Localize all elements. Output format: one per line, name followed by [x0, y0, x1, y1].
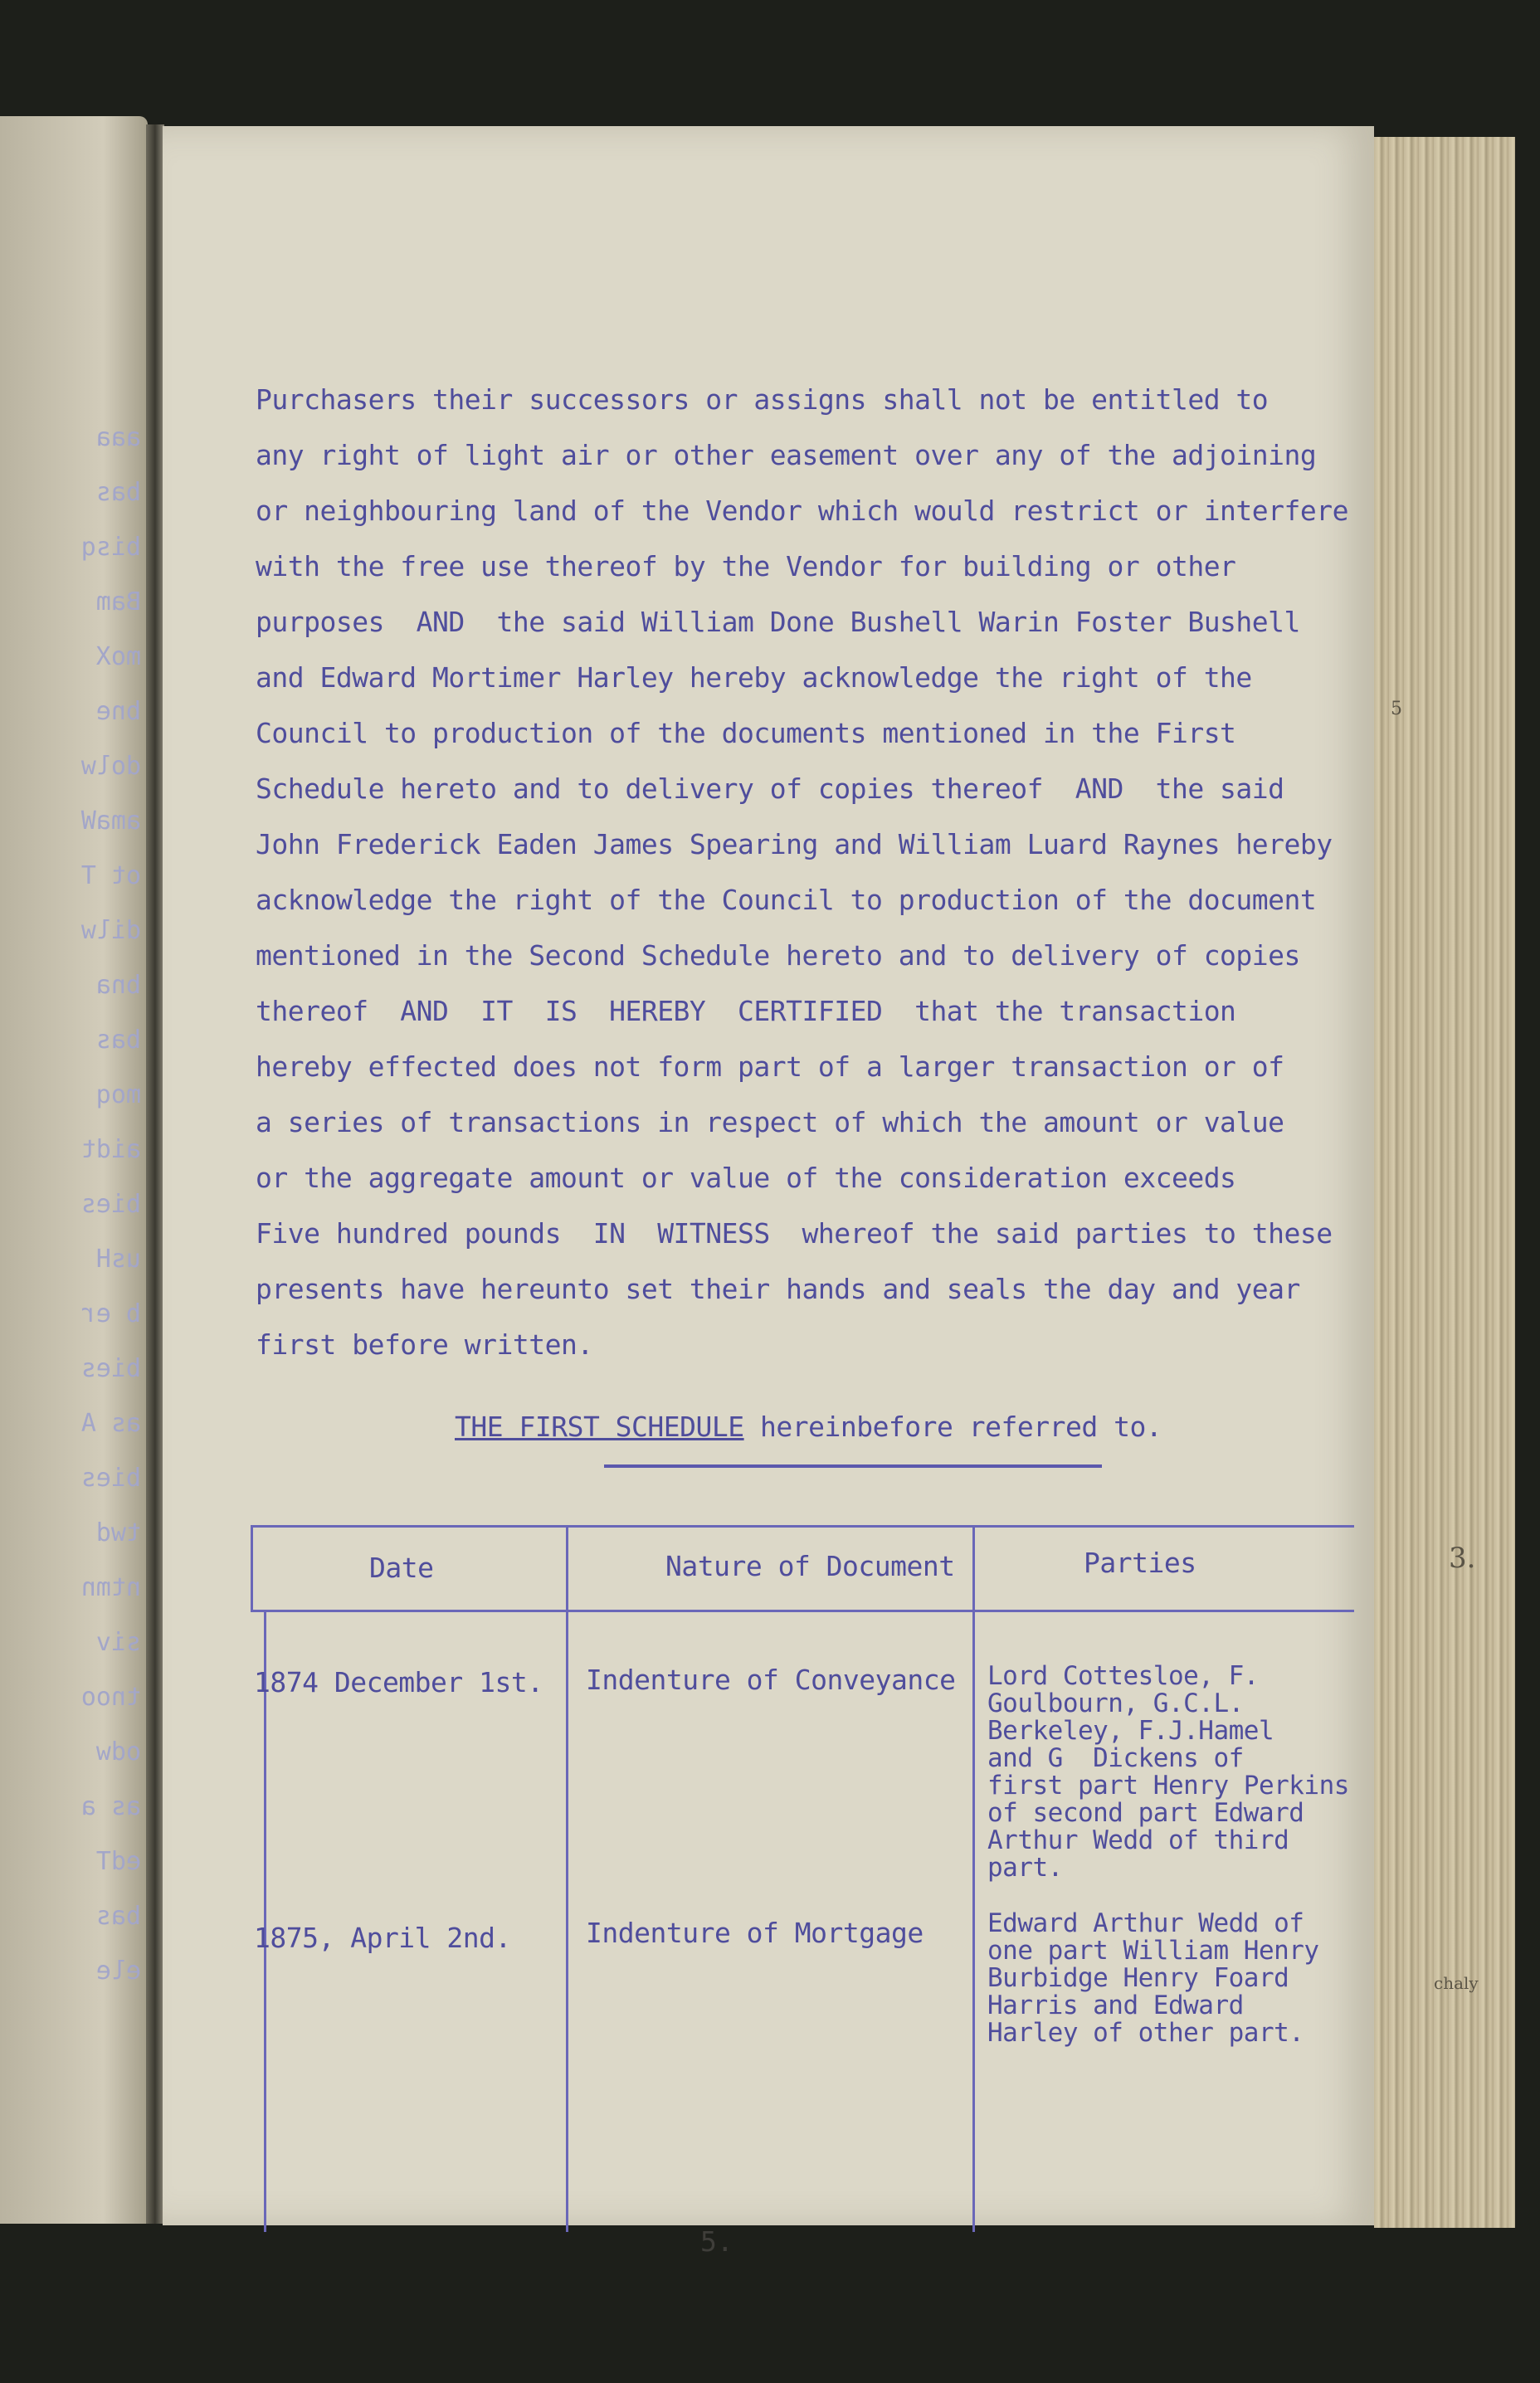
left-page-fragment: tnoo: [80, 1683, 141, 1712]
body-line: or neighbouring land of the Vendor which would restrict or interfere: [256, 495, 1349, 527]
row-2-parties: Edward Arthur Wedd of one part William Henry Burbidge Henry Foard Harris and Edward Harley of other part.: [987, 1908, 1319, 2048]
body-line: Purchasers their successors or assigns shall not be entitled to: [256, 383, 1269, 416]
header-date: Date: [369, 1552, 434, 1584]
left-page-fragment: bas: [95, 1026, 141, 1055]
left-page-fragment: bisq: [80, 533, 141, 562]
left-page-fragment: aidt: [80, 1135, 141, 1164]
table-col-divider-1: [566, 1525, 568, 2232]
body-line: Council to production of the documents mentioned in the First: [256, 717, 1236, 749]
row-1-nature: Indenture of Conveyance: [586, 1664, 956, 1696]
left-page-fragment: dilw: [80, 916, 141, 945]
schedule-title-underline: [604, 1464, 1102, 1468]
schedule-title: [455, 1411, 1201, 1443]
left-page-fragment: usH: [95, 1245, 141, 1274]
row-1-parties: Lord Cottesloe, F. Goulbourn, G.C.L. Berkeley, F.J.Hamel and G Dickens of first part Henry Perkins of second part Edward Arthur Wedd of third part.: [987, 1661, 1349, 1883]
margin-mark-5: 5: [1391, 699, 1402, 719]
body-line: a series of transactions in respect of which the amount or value: [256, 1106, 1284, 1138]
table-top-border: [251, 1525, 1354, 1528]
body-text: [256, 372, 1367, 1372]
left-page-fragment: as A: [80, 1409, 141, 1438]
left-page-fragment: bne: [95, 697, 141, 726]
body-line: with the free use thereof by the Vendor for building or other: [256, 550, 1236, 582]
left-page-fragment: Bam: [95, 587, 141, 616]
body-line: acknowledge the right of the Council to production of the document: [256, 884, 1317, 916]
table-header-border: [251, 1610, 1354, 1612]
left-page-fragment: bna: [95, 971, 141, 1000]
page-number: 5.: [700, 2225, 733, 2258]
body-line: presents have hereunto set their hands and seals the day and year: [256, 1273, 1300, 1305]
body-line: Five hundred pounds IN WITNESS whereof the said parties to these: [256, 1217, 1333, 1250]
left-page-fragment: ot T: [80, 861, 141, 890]
table-col-divider-2: [972, 1525, 975, 2232]
body-line: Schedule hereto and to delivery of copies thereof AND the said: [256, 772, 1284, 805]
row-2-nature: Indenture of Mortgage: [586, 1917, 924, 1949]
left-page-fragment: bas: [95, 1902, 141, 1931]
body-line: or the aggregate amount or value of the consideration exceeds: [256, 1162, 1236, 1194]
body-line: any right of light air or other easement over any of the adjoining: [256, 439, 1317, 471]
body-line: first before written.: [256, 1328, 593, 1361]
book-gutter: [146, 124, 164, 2224]
margin-mark-3: 3.: [1449, 1542, 1476, 1575]
body-line: John Frederick Eaden James Spearing and William Luard Raynes hereby: [256, 828, 1333, 860]
left-page-fragment: as a: [80, 1792, 141, 1821]
left-page-fragment: bies: [80, 1464, 141, 1493]
left-page-fragment: ntmn: [80, 1573, 141, 1602]
left-page-fragment: twd: [95, 1518, 141, 1547]
left-page-fragment: ele: [95, 1957, 141, 1986]
left-page-fragment: amaW: [80, 807, 141, 836]
left-facing-page: [0, 116, 148, 2224]
schedule-title-rest: hereinbefore referred to.: [743, 1411, 1162, 1443]
margin-mark-chaly: chaly: [1434, 1973, 1479, 1993]
header-nature: Nature of Document: [665, 1550, 955, 1582]
left-page-fragment: b er: [80, 1299, 141, 1328]
left-page-fragment: edT: [95, 1847, 141, 1876]
row-1-date: 1874 December 1st.: [254, 1666, 543, 1698]
left-page-fragment: odw: [95, 1737, 141, 1767]
left-page-fragment: moX: [95, 642, 141, 671]
page-edges: [1374, 137, 1515, 2228]
left-page-fragment: bies: [80, 1190, 141, 1219]
table-left-border: [251, 1525, 253, 1611]
left-page-fragment: moq: [95, 1080, 141, 1109]
left-page-fragment: bies: [80, 1354, 141, 1383]
left-page-fragment: dolw: [80, 752, 141, 781]
body-line: thereof AND IT IS HEREBY CERTIFIED that the transaction: [256, 995, 1236, 1027]
left-page-fragment: aaa: [95, 423, 141, 452]
left-page-fragment: bas: [95, 478, 141, 507]
body-line: mentioned in the Second Schedule hereto and to delivery of copies: [256, 939, 1300, 972]
body-line: and Edward Mortimer Harley hereby acknowledge the right of the: [256, 661, 1252, 694]
left-page-fragment: siv: [95, 1628, 141, 1657]
row-2-date: 1875, April 2nd.: [254, 1922, 511, 1954]
schedule-title-lead: THE FIRST SCHEDULE: [455, 1411, 744, 1443]
body-line: purposes AND the said William Done Bushell Warin Foster Bushell: [256, 606, 1300, 638]
body-line: hereby effected does not form part of a larger transaction or of: [256, 1050, 1284, 1083]
header-parties: Parties: [1084, 1547, 1196, 1579]
